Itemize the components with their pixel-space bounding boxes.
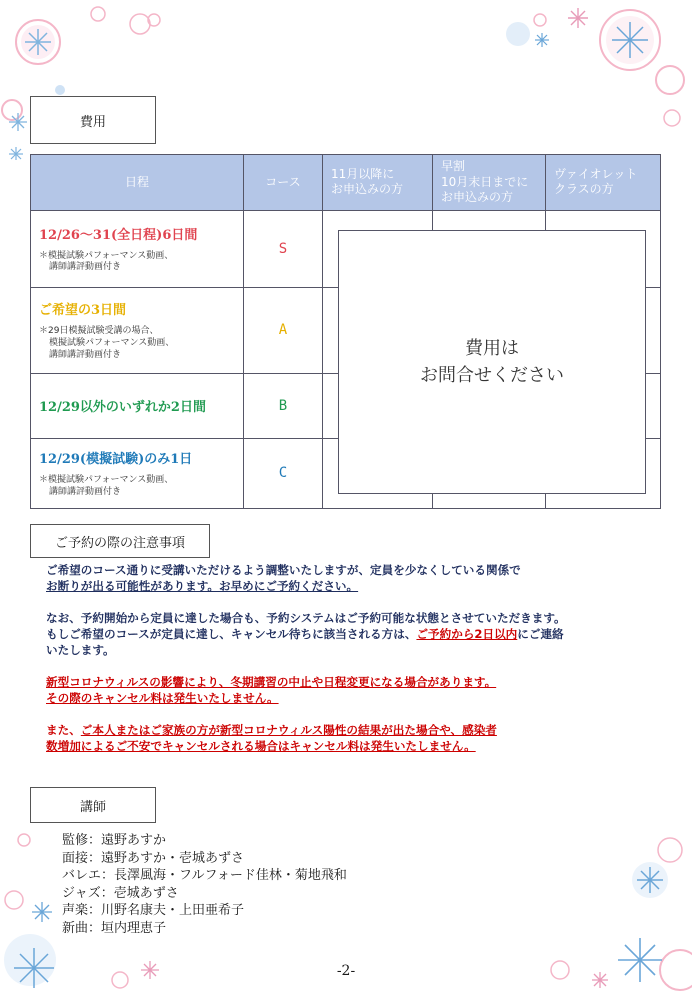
schedule-cell	[31, 373, 244, 438]
fee-heading: 費用	[30, 96, 156, 144]
notice-body	[46, 562, 656, 770]
fee-inquiry-line-1: 費用は	[465, 338, 519, 359]
notice-p2-line-1: なお、予約開始から定員に達した場合も、予約システムはご予約可能な状態とさせていただきます。	[46, 611, 566, 625]
notice-p2-line-2a: もしご希望のコースが定員に達し、キャンセル待ちに該当される方は、	[46, 627, 417, 641]
header-violet-class	[546, 155, 661, 211]
notice-p2-line-2c: にご連絡	[517, 627, 564, 641]
notice-p1-line-1: ご希望のコース通りに受講いただけるよう調整いたしますが、定員を少なくしている関係で	[46, 563, 521, 577]
notice-p2-highlight: ご予約から2日以内	[416, 627, 518, 641]
schedule-title: ご希望の3日間	[39, 303, 127, 319]
header-schedule: 日程	[31, 155, 244, 211]
course-cell: S	[244, 210, 323, 287]
list-item: 監修：遠野あすか	[62, 833, 167, 848]
schedule-cell	[31, 438, 244, 508]
page-number: -2-	[336, 963, 356, 979]
instructor-heading: 講師	[30, 787, 156, 823]
schedule-note-line-2: 講師講評動画付き	[49, 486, 122, 497]
notice-p2-line-3: いたします。	[46, 643, 115, 657]
course-cell: C	[244, 438, 323, 508]
schedule-title: 12/29以外のいずれか2日間	[39, 400, 206, 416]
snowflake-bubble-decoration-top-right	[490, 0, 692, 150]
header-violet-line-1: ヴァイオレット	[554, 166, 638, 181]
schedule-note-line-3: 講師講評動画付き	[49, 349, 122, 360]
header-early-line-3: お申込みの方	[441, 190, 514, 205]
course-cell: A	[244, 287, 323, 373]
schedule-note-line-2: 講師講評動画付き	[49, 262, 122, 273]
header-early-line-1: 早割	[441, 159, 466, 173]
header-early-discount	[433, 155, 546, 211]
course-cell: B	[244, 373, 323, 438]
notice-p4-line-1b: ご本人またはご家族の方が新型コロナウィルス陽性の結果が出た場合や、感染者	[80, 723, 497, 737]
fee-inquiry-line-2: お問合せください	[420, 365, 564, 386]
instructor-list	[62, 832, 347, 937]
notice-p4-line-2: 数増加によるご不安でキャンセルされる場合はキャンセル料は発生いたしません。	[46, 739, 476, 753]
notice-paragraph-3	[46, 674, 656, 706]
schedule-note-line-1: ＊29日模擬試験受講の場合、	[39, 326, 159, 337]
notice-p3-line-1: 新型コロナウィルスの影響により、冬期講習の中止や日程変更になる場合があります。	[46, 675, 497, 689]
notice-paragraph-1	[46, 562, 656, 594]
schedule-note-line-2: 模擬試験パフォーマンス動画、	[49, 337, 175, 348]
notice-heading: ご予約の際の注意事項	[30, 524, 210, 558]
list-item: 面接：遠野あすか・壱城あずさ	[62, 850, 245, 866]
header-after-november	[323, 155, 433, 211]
fee-table-header-row	[31, 155, 661, 211]
header-after-november-line-2: お申込みの方	[331, 182, 404, 197]
schedule-title: 12/29(模擬試験)のみ1日	[39, 452, 193, 468]
schedule-cell	[31, 287, 244, 373]
notice-paragraph-2	[46, 610, 656, 658]
list-item: 声楽：川野名康夫・上田亜希子	[62, 903, 245, 918]
header-early-line-2: 10月末日までに	[441, 174, 529, 189]
list-item: バレエ：長澤風海・フルフォード佳林・菊地飛和	[62, 868, 347, 883]
notice-paragraph-4	[46, 722, 656, 754]
header-violet-line-2: クラスの方	[554, 182, 614, 197]
schedule-note-line-1: ＊模擬試験パフォーマンス動画、	[39, 475, 174, 486]
schedule-note-line-1: ＊模擬試験パフォーマンス動画、	[39, 250, 174, 261]
list-item: 新曲：垣内理恵子	[62, 920, 167, 936]
notice-p3-line-2: その際のキャンセル料は発生いたしません。	[46, 691, 279, 705]
header-after-november-line-1: 11月以降に	[331, 166, 395, 181]
header-course: コース	[244, 155, 323, 211]
schedule-cell	[31, 210, 244, 287]
notice-p4-line-1a: また、	[46, 723, 81, 737]
fee-inquiry-box	[338, 230, 646, 494]
notice-p1-line-2: お断りが出る可能性があります。お早めにご予約ください。	[46, 579, 359, 593]
schedule-title: 12/26～31(全日程)6日間	[39, 227, 198, 243]
list-item: ジャズ：壱城あずさ	[62, 885, 179, 901]
